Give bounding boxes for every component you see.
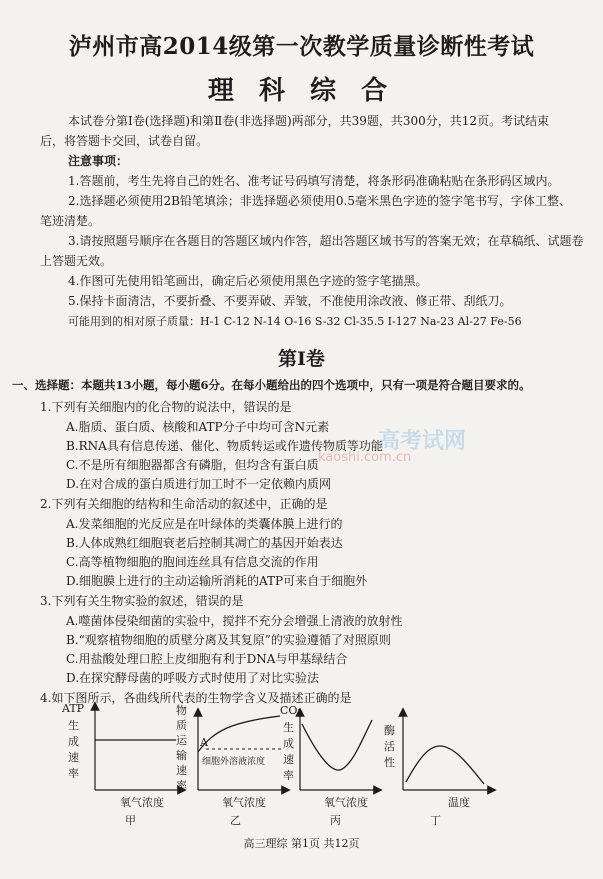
figure-jia-y-label-3: 速 (68, 751, 79, 764)
question-1-option-d: D.在对合成的蛋白质进行加工时不一定依赖内质网 (66, 477, 332, 491)
figure-bing-y-label-4: 率 (283, 769, 294, 782)
figure-yi-dashed-label: 细胞外溶液浓度 (202, 757, 266, 767)
figure-ding-y-label-2: 性 (384, 756, 395, 769)
notice-item-5: 5.保持卡面清洁，不要折叠、不要弄破、弄皱，不准使用涂改液、修正带、刮纸刀。 (68, 294, 512, 308)
figure-yi-y-label-4: 速 (176, 764, 187, 777)
figure-yi-curve (198, 716, 280, 752)
figure-yi-y-label-5: 率 (176, 779, 187, 792)
question-2-option-b: B.人体成熟红细胞衰老后控制其凋亡的基因开始表达 (66, 536, 343, 550)
figure-yi-x-label: 氧气浓度 (222, 796, 266, 809)
figure-ding (384, 712, 492, 827)
question-2-option-d: D.细胞膜上进行的主动运输所消耗的ATP可来自于细胞外 (66, 574, 368, 588)
notice-item-2-cont: 笔迹清楚。 (40, 214, 101, 228)
figure-bing-curve (302, 720, 372, 770)
exam-subject: 理 科 综 合 (207, 76, 396, 106)
figure-jia-y-label-2: 成 (68, 735, 79, 748)
watermark-logo: 高考试网 (378, 429, 467, 454)
figure-jia-x-label: 氧气浓度 (120, 796, 164, 809)
notice-item-3: 3.请按照题号顺序在各题目的答题区域内作答，超出答题区域书写的答案无效；在草稿纸、试题卷 (68, 234, 584, 248)
figure-yi-caption: 乙 (230, 814, 241, 827)
intro-line-1: 本试卷分第Ⅰ卷(选择题)和第Ⅱ卷(非选择题)两部分，共39题，共300分，共12页。考试结束 (68, 114, 550, 128)
question-3-option-b: B.“观察植物细胞的质壁分离及其复原”的实验遵循了对照原则 (66, 633, 391, 647)
question-1-option-b: B.RNA具有信息传递、催化、物质转运或作遗传物质等功能 (66, 439, 383, 453)
figure-bing (280, 704, 378, 827)
figure-bing-x-label: 氧气浓度 (324, 796, 368, 809)
section-title: 第Ⅰ卷 (278, 348, 325, 370)
figure-bing-y-label-1: 生 (283, 721, 294, 734)
figure-jia (61, 702, 182, 827)
figure-bing-y-label-0: CO₂ (280, 704, 302, 717)
question-3-option-c: C.用盐酸处理口腔上皮细胞有利于DNA与甲基绿结合 (66, 652, 348, 666)
figure-bing-caption: 丙 (330, 814, 341, 827)
section-instruction: 一、选择题：本题共13小题，每小题6分。在每小题给出的四个选项中，只有一项是符合题目要求的。 (12, 378, 531, 392)
question-3-option-d: D.在探究酵母菌的呼吸方式时使用了对比实验法 (66, 671, 320, 685)
figure-yi-y-label-0: 物 (176, 704, 187, 717)
figure-ding-curve (406, 746, 484, 784)
figure-jia-y-label-4: 率 (68, 767, 79, 780)
atomic-mass-line: 可能用到的相对原子质量：H-1 C-12 N-14 O-16 S-32 Cl-35.5 I-127 Na-23 Al-27 Fe-56 (68, 315, 522, 328)
figure-yi-point-label: A (200, 736, 208, 749)
question-2-stem: 2.下列有关细胞的结构和生命活动的叙述中，正确的是 (40, 497, 328, 511)
question-2-option-c: C.高等植物细胞的胞间连丝具有信息交流的作用 (66, 555, 319, 569)
intro-line-2: 后，将答题卡交回，试卷自留。 (40, 134, 209, 148)
figure-bing-y-label-2: 成 (283, 737, 294, 750)
notice-item-3-cont: 上答题无效。 (40, 254, 113, 268)
figure-yi-y-label-3: 输 (176, 749, 187, 762)
watermark-url: kaoshi.com.cn (318, 450, 412, 465)
figure-jia-caption: 甲 (125, 814, 136, 827)
figure-bing-y-label-3: 速 (283, 753, 294, 766)
question-2-option-a: A.发菜细胞的光反应是在叶绿体的类囊体膜上进行的 (66, 517, 343, 531)
page-footer: 高三理综 第1页 共12页 (243, 837, 360, 850)
exam-title: 泸州市高2014级第一次教学质量诊断性考试 (68, 33, 535, 60)
figure-yi (176, 703, 286, 827)
question-3-stem: 3.下列有关生物实验的叙述，错误的是 (40, 594, 244, 608)
notice-heading: 注意事项： (68, 154, 129, 168)
question-3-option-a: A.噬菌体侵染细菌的实验中，搅拌不充分会增强上清液的放射性 (66, 614, 403, 628)
question-4-stem: 4.如下图所示，各曲线所代表的生物学含义及描述正确的是 (40, 691, 352, 705)
figure-jia-y-label-1: 生 (68, 719, 79, 732)
figure-ding-caption: 丁 (430, 814, 441, 827)
notice-item-4: 4.作图可先使用铅笔画出，确定后必须使用黑色字迹的签字笔描黑。 (68, 274, 428, 288)
figure-yi-y-label-1: 质 (176, 719, 187, 732)
question-1-option-a: A.脂质、蛋白质、核酸和ATP分子中均可含N元素 (66, 420, 330, 434)
question-1-stem: 1.下列有关细胞内的化合物的说法中，错误的是 (40, 400, 292, 414)
notice-item-1: 1.答题前，考生先将自己的姓名、准考证号码填写清楚，将条形码准确粘贴在条形码区域内。 (68, 174, 560, 188)
notice-item-2: 2.选择题必须使用2B铅笔填涂；非选择题必须使用0.5毫米黑色字迹的签字笔书写，字体工整、 (68, 194, 571, 208)
figure-yi-y-label-2: 运 (176, 734, 187, 747)
figure-ding-y-label-0: 酶 (384, 724, 395, 737)
question-1-option-c: C.不是所有细胞器都含有磷脂，但均含有蛋白质 (66, 458, 319, 472)
figure-ding-y-label-1: 活 (384, 740, 395, 753)
figure-jia-y-label-0: ATP (62, 702, 85, 715)
figure-ding-x-label: 温度 (448, 796, 470, 809)
